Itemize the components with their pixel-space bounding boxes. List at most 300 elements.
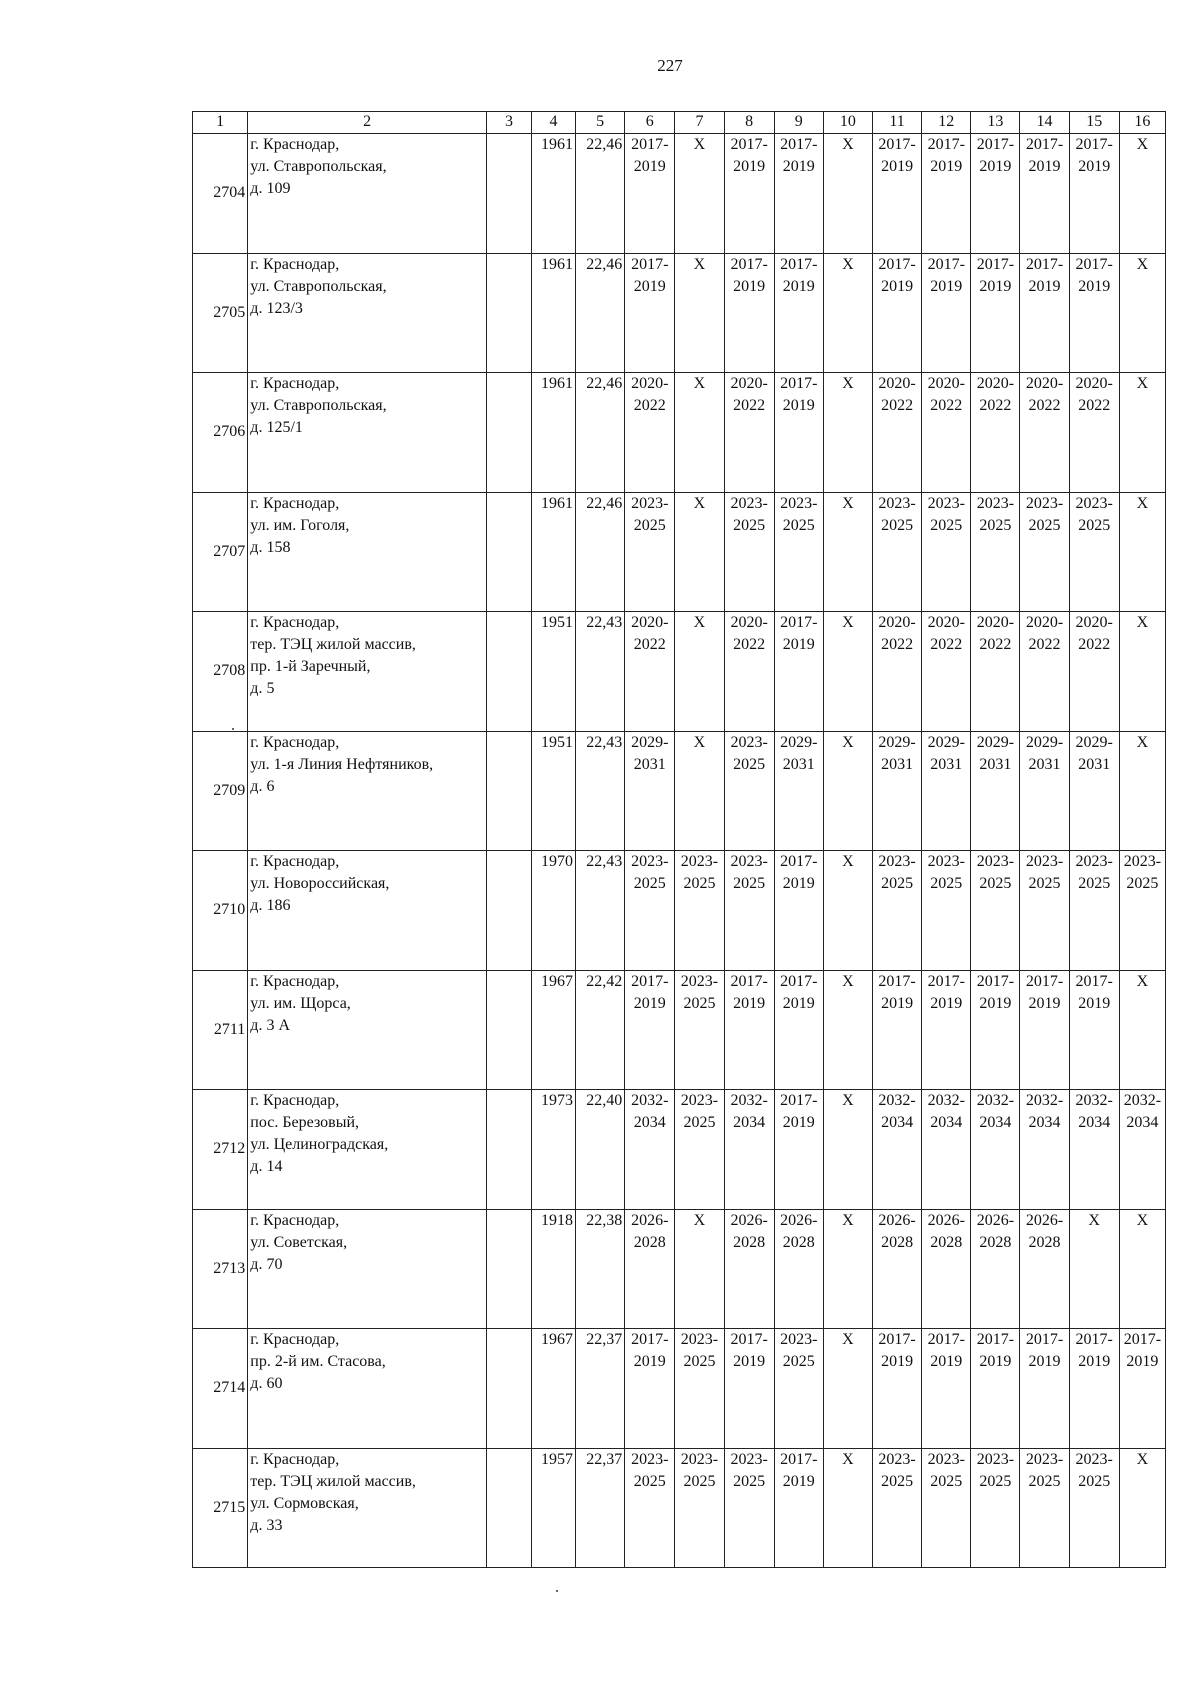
value-cell: 22,37 xyxy=(576,1329,625,1449)
period-text: X xyxy=(1136,733,1149,751)
period-cell-col-14 xyxy=(1020,492,1069,612)
period-cell-col-11 xyxy=(873,1448,922,1568)
period-text: 2023- 2025 xyxy=(730,1450,768,1490)
period-cell-col-10 xyxy=(823,373,872,493)
column-3-cell xyxy=(486,492,531,612)
period-cell-col-8 xyxy=(724,492,774,612)
year-cell: 1970 xyxy=(532,851,576,971)
row-number: 2715 xyxy=(193,1448,248,1568)
period-cell-col-6 xyxy=(625,970,675,1090)
address-line: г. Краснодар, xyxy=(250,255,340,273)
address-cell xyxy=(248,253,487,373)
address-line: г. Краснодар, xyxy=(250,375,340,392)
address-line: пр. 2-й им. Стасова, xyxy=(250,1353,386,1370)
period-text: 2029- 2031 xyxy=(1025,733,1064,773)
period-cell-col-10 xyxy=(823,612,872,732)
column-header-7: 7 xyxy=(675,112,724,134)
period-text: 2017- 2019 xyxy=(976,1331,1015,1370)
period-text: 2023- 2025 xyxy=(878,494,916,534)
period-text: 2020- 2022 xyxy=(976,375,1015,414)
year-cell: 1951 xyxy=(532,731,576,851)
column-3-cell xyxy=(486,373,531,493)
period-text: 2017- 2019 xyxy=(780,972,818,1012)
column-3-cell xyxy=(486,612,531,732)
period-cell-col-7 xyxy=(675,492,724,612)
row-number: 2710 xyxy=(193,851,248,971)
period-text: 2017- 2019 xyxy=(730,972,768,1012)
period-text: X xyxy=(842,494,854,512)
period-text: X xyxy=(1136,136,1149,153)
period-text: X xyxy=(1136,1211,1149,1229)
period-cell-col-11 xyxy=(873,612,922,732)
period-text: X xyxy=(1136,494,1149,512)
address-cell xyxy=(248,851,487,971)
table-row xyxy=(193,1448,1166,1568)
period-text: 2023- 2025 xyxy=(730,733,768,773)
period-cell-col-13 xyxy=(971,851,1020,971)
period-cell-col-11 xyxy=(873,492,922,612)
period-text: X xyxy=(693,494,706,512)
row-number: 2709 xyxy=(193,731,248,851)
period-text: 2023- 2025 xyxy=(976,494,1015,534)
period-cell-col-13 xyxy=(971,612,1020,732)
address-cell xyxy=(248,492,487,612)
period-text: 2026- 2028 xyxy=(780,1211,818,1251)
period-text: X xyxy=(693,255,706,273)
year-cell: 1973 xyxy=(532,1090,576,1210)
column-header-11: 11 xyxy=(873,112,922,134)
address-line: г. Краснодар, xyxy=(250,853,340,870)
period-cell-col-9 xyxy=(774,492,823,612)
period-text: 2017- 2019 xyxy=(1075,972,1113,1012)
period-cell-col-8 xyxy=(724,134,774,254)
period-cell-col-16 xyxy=(1119,492,1165,612)
address-line: г. Краснодар, xyxy=(250,733,340,751)
period-cell-col-16 xyxy=(1119,134,1165,254)
column-3-cell xyxy=(486,1090,531,1210)
period-text: 2023- 2025 xyxy=(1025,1450,1064,1490)
period-text: 2026- 2028 xyxy=(927,1211,965,1251)
address-line: д. 125/1 xyxy=(250,419,303,436)
period-cell-col-11 xyxy=(873,1209,922,1329)
period-cell-col-11 xyxy=(873,134,922,254)
column-header-14: 14 xyxy=(1020,112,1069,134)
period-text: X xyxy=(1136,255,1149,273)
period-cell-col-15 xyxy=(1069,612,1119,732)
address-line: д. 186 xyxy=(250,897,291,914)
period-cell-col-15 xyxy=(1069,1209,1119,1329)
period-cell-col-16 xyxy=(1119,851,1165,971)
period-cell-col-7 xyxy=(675,612,724,732)
table-row xyxy=(193,1329,1166,1449)
table-row xyxy=(193,731,1166,851)
period-cell-col-12 xyxy=(922,134,971,254)
table-row xyxy=(193,373,1166,493)
column-header-6: 6 xyxy=(625,112,675,134)
period-cell-col-7 xyxy=(675,253,724,373)
period-text: 2026- 2028 xyxy=(1025,1211,1064,1251)
period-cell-col-13 xyxy=(971,1090,1020,1210)
address-line: пр. 1-й Заречный, xyxy=(250,658,371,675)
row-number: 2705 xyxy=(193,253,248,373)
address-cell xyxy=(248,970,487,1090)
address-line: ул. Ставропольская, xyxy=(250,158,387,175)
period-cell-col-14 xyxy=(1020,851,1069,971)
period-text: X xyxy=(842,853,854,870)
period-text: 2029- 2031 xyxy=(878,733,916,773)
value-cell: 22,46 xyxy=(576,134,625,254)
period-cell-col-9 xyxy=(774,731,823,851)
year-cell: 1961 xyxy=(532,492,576,612)
period-cell-col-11 xyxy=(873,373,922,493)
period-text: 2026- 2028 xyxy=(730,1211,768,1251)
table-row xyxy=(193,134,1166,254)
period-text: 2017- 2019 xyxy=(927,136,965,175)
period-cell-col-8 xyxy=(724,373,774,493)
period-text: X xyxy=(842,1211,854,1229)
column-header-3: 3 xyxy=(486,112,531,134)
period-cell-col-13 xyxy=(971,970,1020,1090)
period-text: X xyxy=(693,375,706,392)
address-cell xyxy=(248,1209,487,1329)
period-cell-col-16 xyxy=(1119,1329,1165,1449)
period-cell-col-10 xyxy=(823,731,872,851)
period-cell-col-12 xyxy=(922,970,971,1090)
table-row xyxy=(193,970,1166,1090)
column-header-12: 12 xyxy=(922,112,971,134)
value-cell: 22,43 xyxy=(576,612,625,732)
period-cell-col-11 xyxy=(873,851,922,971)
column-3-cell xyxy=(486,1448,531,1568)
period-text: 2023- 2025 xyxy=(680,1450,719,1490)
period-text: 2023- 2025 xyxy=(927,1450,965,1490)
period-cell-col-12 xyxy=(922,492,971,612)
value-cell: 22,46 xyxy=(576,492,625,612)
period-text: X xyxy=(693,1211,706,1229)
column-header-5: 5 xyxy=(576,112,625,134)
scan-dot xyxy=(556,1590,558,1592)
period-cell-col-13 xyxy=(971,1209,1020,1329)
row-number: 2706 xyxy=(193,373,248,493)
period-text: 2029- 2031 xyxy=(927,733,965,773)
period-cell-col-16 xyxy=(1119,1448,1165,1568)
period-text: 2017- 2019 xyxy=(1075,136,1113,175)
period-text: 2017- 2019 xyxy=(976,136,1015,175)
period-cell-col-9 xyxy=(774,1209,823,1329)
address-line: д. 14 xyxy=(250,1158,283,1175)
period-text: 2023- 2025 xyxy=(780,1331,818,1370)
value-cell: 22,43 xyxy=(576,851,625,971)
period-text: X xyxy=(842,1450,854,1468)
period-cell-col-9 xyxy=(774,253,823,373)
period-cell-col-13 xyxy=(971,492,1020,612)
period-cell-col-13 xyxy=(971,731,1020,851)
column-3-cell xyxy=(486,731,531,851)
row-number: 2712 xyxy=(193,1090,248,1210)
address-line: д. 3 А xyxy=(250,1016,290,1034)
period-cell-col-12 xyxy=(922,1090,971,1210)
period-cell-col-15 xyxy=(1069,492,1119,612)
period-cell-col-11 xyxy=(873,1329,922,1449)
period-text: X xyxy=(842,255,854,273)
address-cell xyxy=(248,1329,487,1449)
period-cell-col-10 xyxy=(823,1090,872,1210)
period-cell-col-9 xyxy=(774,1329,823,1449)
period-text: 2023- 2025 xyxy=(878,853,916,892)
period-cell-col-9 xyxy=(774,373,823,493)
period-cell-col-9 xyxy=(774,851,823,971)
period-text: 2017- 2019 xyxy=(927,1331,965,1370)
period-cell-col-16 xyxy=(1119,612,1165,732)
period-text: X xyxy=(1136,375,1149,392)
page-number: 227 xyxy=(657,56,683,75)
address-cell xyxy=(248,731,487,851)
period-cell-col-14 xyxy=(1020,970,1069,1090)
table-row xyxy=(193,1209,1166,1329)
period-text: 2017- 2019 xyxy=(927,972,965,1012)
period-text: 2023- 2025 xyxy=(730,494,768,534)
period-cell-col-6 xyxy=(625,612,675,732)
row-number: 2711 xyxy=(193,970,248,1090)
period-text: 2023- 2025 xyxy=(680,853,719,892)
period-cell-col-10 xyxy=(823,253,872,373)
column-header-8: 8 xyxy=(724,112,774,134)
period-cell-col-12 xyxy=(922,253,971,373)
period-cell-col-8 xyxy=(724,970,774,1090)
period-text: 2017- 2019 xyxy=(631,136,669,175)
period-text: 2023- 2025 xyxy=(927,494,965,534)
period-cell-col-14 xyxy=(1020,1448,1069,1568)
table-row xyxy=(193,1090,1166,1210)
period-text: 2026- 2028 xyxy=(631,1211,669,1251)
address-line: тер. ТЭЦ жилой массив, xyxy=(250,1472,416,1490)
period-cell-col-7 xyxy=(675,851,724,971)
period-text: 2017- 2019 xyxy=(730,1331,768,1370)
period-cell-col-15 xyxy=(1069,1090,1119,1210)
period-text: 2017- 2019 xyxy=(780,614,818,653)
address-cell xyxy=(248,1090,487,1210)
column-header-1: 1 xyxy=(193,112,248,134)
period-text: X xyxy=(842,1092,854,1109)
address-line: ул. Целиноградская, xyxy=(250,1136,389,1153)
period-text: X xyxy=(1088,1211,1100,1229)
period-cell-col-14 xyxy=(1020,731,1069,851)
value-cell: 22,42 xyxy=(576,970,625,1090)
period-cell-col-8 xyxy=(724,851,774,971)
period-text: X xyxy=(842,1331,854,1348)
period-text: 2017- 2019 xyxy=(780,1092,818,1131)
address-line: ул. Ставропольская, xyxy=(250,397,387,414)
column-header-16: 16 xyxy=(1119,112,1165,134)
period-text: 2023- 2025 xyxy=(1075,853,1113,892)
period-cell-col-16 xyxy=(1119,373,1165,493)
address-cell xyxy=(248,1448,487,1568)
value-cell: 22,43 xyxy=(576,731,625,851)
period-cell-col-6 xyxy=(625,1209,675,1329)
period-cell-col-6 xyxy=(625,731,675,851)
period-cell-col-16 xyxy=(1119,731,1165,851)
period-text: 2020- 2022 xyxy=(878,614,916,653)
period-cell-col-7 xyxy=(675,1209,724,1329)
period-text: 2017- 2019 xyxy=(1025,972,1064,1012)
period-cell-col-9 xyxy=(774,970,823,1090)
period-cell-col-7 xyxy=(675,1329,724,1449)
row-number: 2713 xyxy=(193,1209,248,1329)
period-text: 2017- 2019 xyxy=(780,853,818,892)
period-text: 2017- 2019 xyxy=(1025,255,1064,295)
period-cell-col-14 xyxy=(1020,1329,1069,1449)
address-cell xyxy=(248,373,487,493)
period-cell-col-6 xyxy=(625,492,675,612)
address-line: ул. Новороссийская, xyxy=(250,875,390,892)
period-text: 2029- 2031 xyxy=(976,733,1015,773)
column-3-cell xyxy=(486,134,531,254)
period-text: 2029- 2031 xyxy=(780,733,818,773)
row-number: 2704 xyxy=(193,134,248,254)
period-text: 2032- 2034 xyxy=(730,1092,768,1131)
period-text: 2017- 2019 xyxy=(1025,1331,1064,1370)
row-number: 2707 xyxy=(193,492,248,612)
period-cell-col-11 xyxy=(873,970,922,1090)
period-text: X xyxy=(693,733,706,751)
address-line: г. Краснодар, xyxy=(250,1092,340,1109)
period-cell-col-9 xyxy=(774,1448,823,1568)
period-text: 2017- 2019 xyxy=(878,1331,916,1370)
period-cell-col-7 xyxy=(675,1090,724,1210)
period-text: 2017- 2019 xyxy=(631,1331,669,1370)
period-cell-col-7 xyxy=(675,134,724,254)
address-line: г. Краснодар, xyxy=(250,1211,340,1229)
period-text: 2017- 2019 xyxy=(730,255,768,295)
address-line: пос. Березовый, xyxy=(250,1114,360,1131)
header-row xyxy=(193,112,1166,134)
period-cell-col-8 xyxy=(724,1448,774,1568)
period-text: X xyxy=(842,136,854,153)
period-cell-col-13 xyxy=(971,253,1020,373)
period-cell-col-16 xyxy=(1119,253,1165,373)
period-text: 2017- 2019 xyxy=(780,255,818,295)
repair-schedule-table xyxy=(192,111,1166,1568)
period-cell-col-13 xyxy=(971,134,1020,254)
period-text: 2023- 2025 xyxy=(631,1450,669,1490)
period-text: 2017- 2019 xyxy=(976,255,1015,295)
year-cell: 1918 xyxy=(532,1209,576,1329)
address-line: д. 123/3 xyxy=(250,299,303,317)
address-line: д. 33 xyxy=(250,1516,283,1534)
period-text: 2020- 2022 xyxy=(730,375,768,414)
period-cell-col-12 xyxy=(922,373,971,493)
period-text: 2023- 2025 xyxy=(680,1092,719,1131)
address-line: тер. ТЭЦ жилой массив, xyxy=(250,636,416,653)
table-row xyxy=(193,612,1166,732)
column-3-cell xyxy=(486,1209,531,1329)
period-text: 2020- 2022 xyxy=(1025,614,1064,653)
period-cell-col-13 xyxy=(971,1448,1020,1568)
period-cell-col-8 xyxy=(724,1090,774,1210)
period-text: 2017- 2019 xyxy=(878,972,916,1012)
period-cell-col-16 xyxy=(1119,1090,1165,1210)
column-3-cell xyxy=(486,253,531,373)
period-cell-col-10 xyxy=(823,970,872,1090)
period-cell-col-14 xyxy=(1020,612,1069,732)
value-cell: 22,38 xyxy=(576,1209,625,1329)
period-text: 2023- 2025 xyxy=(730,853,768,892)
address-line: д. 60 xyxy=(250,1375,283,1392)
period-text: 2032- 2034 xyxy=(976,1092,1015,1131)
row-number: 2708 xyxy=(193,612,248,732)
address-line: д. 6 xyxy=(250,777,275,795)
column-header-4: 4 xyxy=(532,112,576,134)
period-text: 2020- 2022 xyxy=(1025,375,1064,414)
column-3-cell xyxy=(486,1329,531,1449)
period-cell-col-6 xyxy=(625,1448,675,1568)
period-cell-col-15 xyxy=(1069,731,1119,851)
address-line: г. Краснодар, xyxy=(250,1331,340,1348)
column-header-10: 10 xyxy=(823,112,872,134)
period-text: X xyxy=(842,972,854,990)
period-cell-col-6 xyxy=(625,134,675,254)
period-cell-col-10 xyxy=(823,1209,872,1329)
period-cell-col-8 xyxy=(724,1329,774,1449)
period-text: 2017- 2019 xyxy=(927,255,965,295)
period-text: 2017- 2019 xyxy=(780,1450,818,1490)
period-text: 2023- 2025 xyxy=(1075,494,1113,534)
period-text: 2023- 2025 xyxy=(1123,853,1162,892)
period-text: 2032- 2034 xyxy=(878,1092,916,1131)
period-cell-col-12 xyxy=(922,1209,971,1329)
year-cell: 1961 xyxy=(532,253,576,373)
period-cell-col-7 xyxy=(675,970,724,1090)
column-header-15: 15 xyxy=(1069,112,1119,134)
year-cell: 1961 xyxy=(532,134,576,254)
period-cell-col-12 xyxy=(922,1448,971,1568)
period-cell-col-10 xyxy=(823,1329,872,1449)
address-line: г. Краснодар, xyxy=(250,614,340,631)
period-text: X xyxy=(693,136,706,153)
period-cell-col-11 xyxy=(873,731,922,851)
period-cell-col-14 xyxy=(1020,1090,1069,1210)
year-cell: 1961 xyxy=(532,373,576,493)
period-cell-col-6 xyxy=(625,253,675,373)
period-text: 2017- 2019 xyxy=(730,136,768,175)
period-text: 2023- 2025 xyxy=(1075,1450,1113,1490)
period-cell-col-7 xyxy=(675,731,724,851)
period-text: 2026- 2028 xyxy=(878,1211,916,1251)
column-header-9: 9 xyxy=(774,112,823,134)
period-text: 2020- 2022 xyxy=(927,614,965,653)
table-row xyxy=(193,851,1166,971)
period-cell-col-10 xyxy=(823,492,872,612)
period-text: X xyxy=(1136,972,1149,990)
year-cell: 1951 xyxy=(532,612,576,732)
period-cell-col-15 xyxy=(1069,253,1119,373)
period-text: 2023- 2025 xyxy=(680,1331,719,1370)
period-text: 2017- 2019 xyxy=(631,972,669,1012)
period-cell-col-15 xyxy=(1069,134,1119,254)
period-cell-col-15 xyxy=(1069,1329,1119,1449)
period-cell-col-9 xyxy=(774,612,823,732)
period-text: 2020- 2022 xyxy=(631,375,669,414)
period-text: 2017- 2019 xyxy=(976,972,1015,1012)
period-cell-col-15 xyxy=(1069,373,1119,493)
period-text: 2017- 2019 xyxy=(1075,1331,1113,1370)
period-text: 2032- 2034 xyxy=(1123,1092,1162,1131)
scan-dot xyxy=(232,728,234,730)
period-cell-col-14 xyxy=(1020,373,1069,493)
year-cell: 1957 xyxy=(532,1448,576,1568)
period-cell-col-12 xyxy=(922,851,971,971)
address-line: ул. им. Гоголя, xyxy=(250,516,350,534)
